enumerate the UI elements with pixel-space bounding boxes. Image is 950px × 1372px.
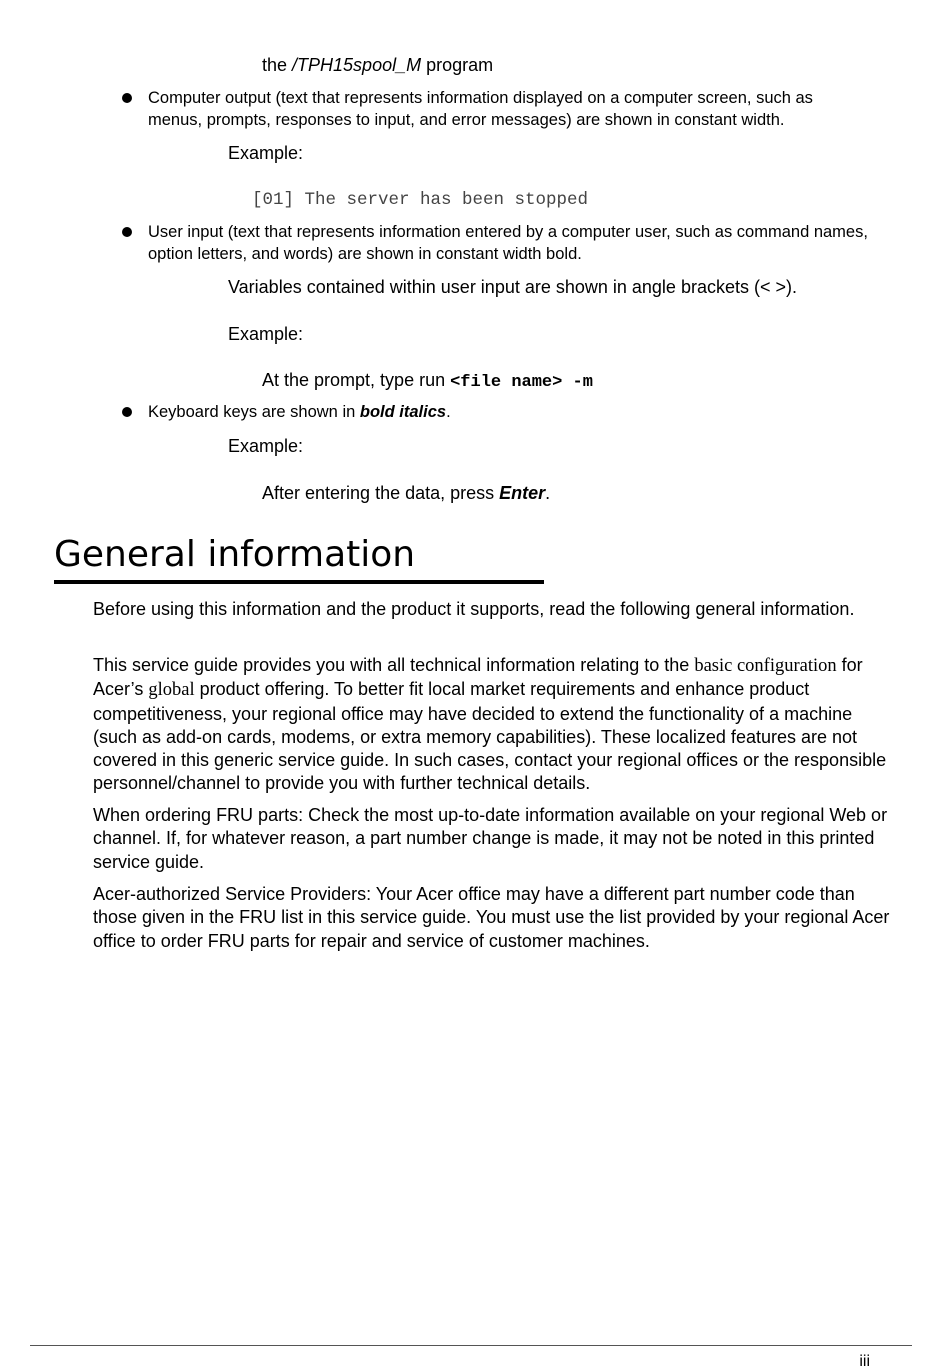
keyboard-example-suffix: . [545,483,551,503]
keyboard-example-key: Enter [499,483,546,503]
section-title-rule [54,580,544,584]
bullet-keyboard [148,401,868,423]
bullet-icon [122,227,132,237]
example-label: Example: [228,324,304,344]
p2-part3: product offering. To better fit local market requirements and enhance product competitiveness, your regional office may have decided to extend the functionality of a machine (such as add-on cards, modems, or extra memory capabilities). These localized features are not covered in this generic service guide. In such cases, contact your regional offices or the responsible personnel/channel to provide you with further technical details. [93,679,887,794]
paragraph-fru-ordering: When ordering FRU parts: Check the most up-to-date information available on your regional Web or channel. If, for whatever reason, a part number change is made, it may not be noted in this printed service guide. [93,805,888,872]
example-label: Example: [228,143,304,163]
paragraph-service-guide [93,654,893,796]
intro-suffix: program [421,55,494,75]
keyboard-example [262,482,550,505]
program-path: /TPH15spool_M [292,55,422,75]
keyboard-styled: bold italics [359,403,447,421]
page-number: iii [859,1353,870,1370]
example-label: Example: [228,436,304,456]
p2-global: global [148,680,195,701]
paragraph-service-providers: Acer-authorized Service Providers: Your Acer office may have a different part number code than those given in the FRU list in this service guide. You must use the list provided by your regional Acer office to order FRU parts for repair and service of customer machines. [93,884,890,951]
bullet-computer-output: Computer output (text that represents information displayed on a computer screen, such as menus, prompts, responses to input, and error messages) are shown in constant width. [148,89,813,129]
intro-line [262,54,493,77]
bullet-user-input: User input (text that represents information entered by a computer user, such as command names, option letters, and words) are shown in constant width bold. [148,223,868,263]
p2-part1: This service guide provides you with all technical information relating to the [93,655,695,675]
prompt-example [262,369,593,394]
example-code: [01] The server has been stopped [252,190,589,210]
bullet-icon [122,407,132,417]
p2-part2: for Acer’s [93,655,863,700]
prompt-prefix: At the prompt, type run [262,370,451,390]
prompt-flag: -m [562,373,593,392]
keyboard-example-prefix: After entering the data, press [262,483,500,503]
prompt-variable: <file name> [450,373,563,392]
intro-prefix: the [262,55,293,75]
section-title: General information [54,534,416,575]
variables-note: Variables contained within user input are shown in angle brackets (< >). [228,277,797,297]
keyboard-prefix: Keyboard keys are shown in [148,403,360,421]
bullet-icon [122,93,132,103]
footer-rule [30,1345,912,1346]
keyboard-suffix: . [446,403,451,421]
p2-basic-configuration: basic configuration [694,656,837,676]
paragraph-intro: Before using this information and the product it supports, read the following general information. [93,599,855,619]
